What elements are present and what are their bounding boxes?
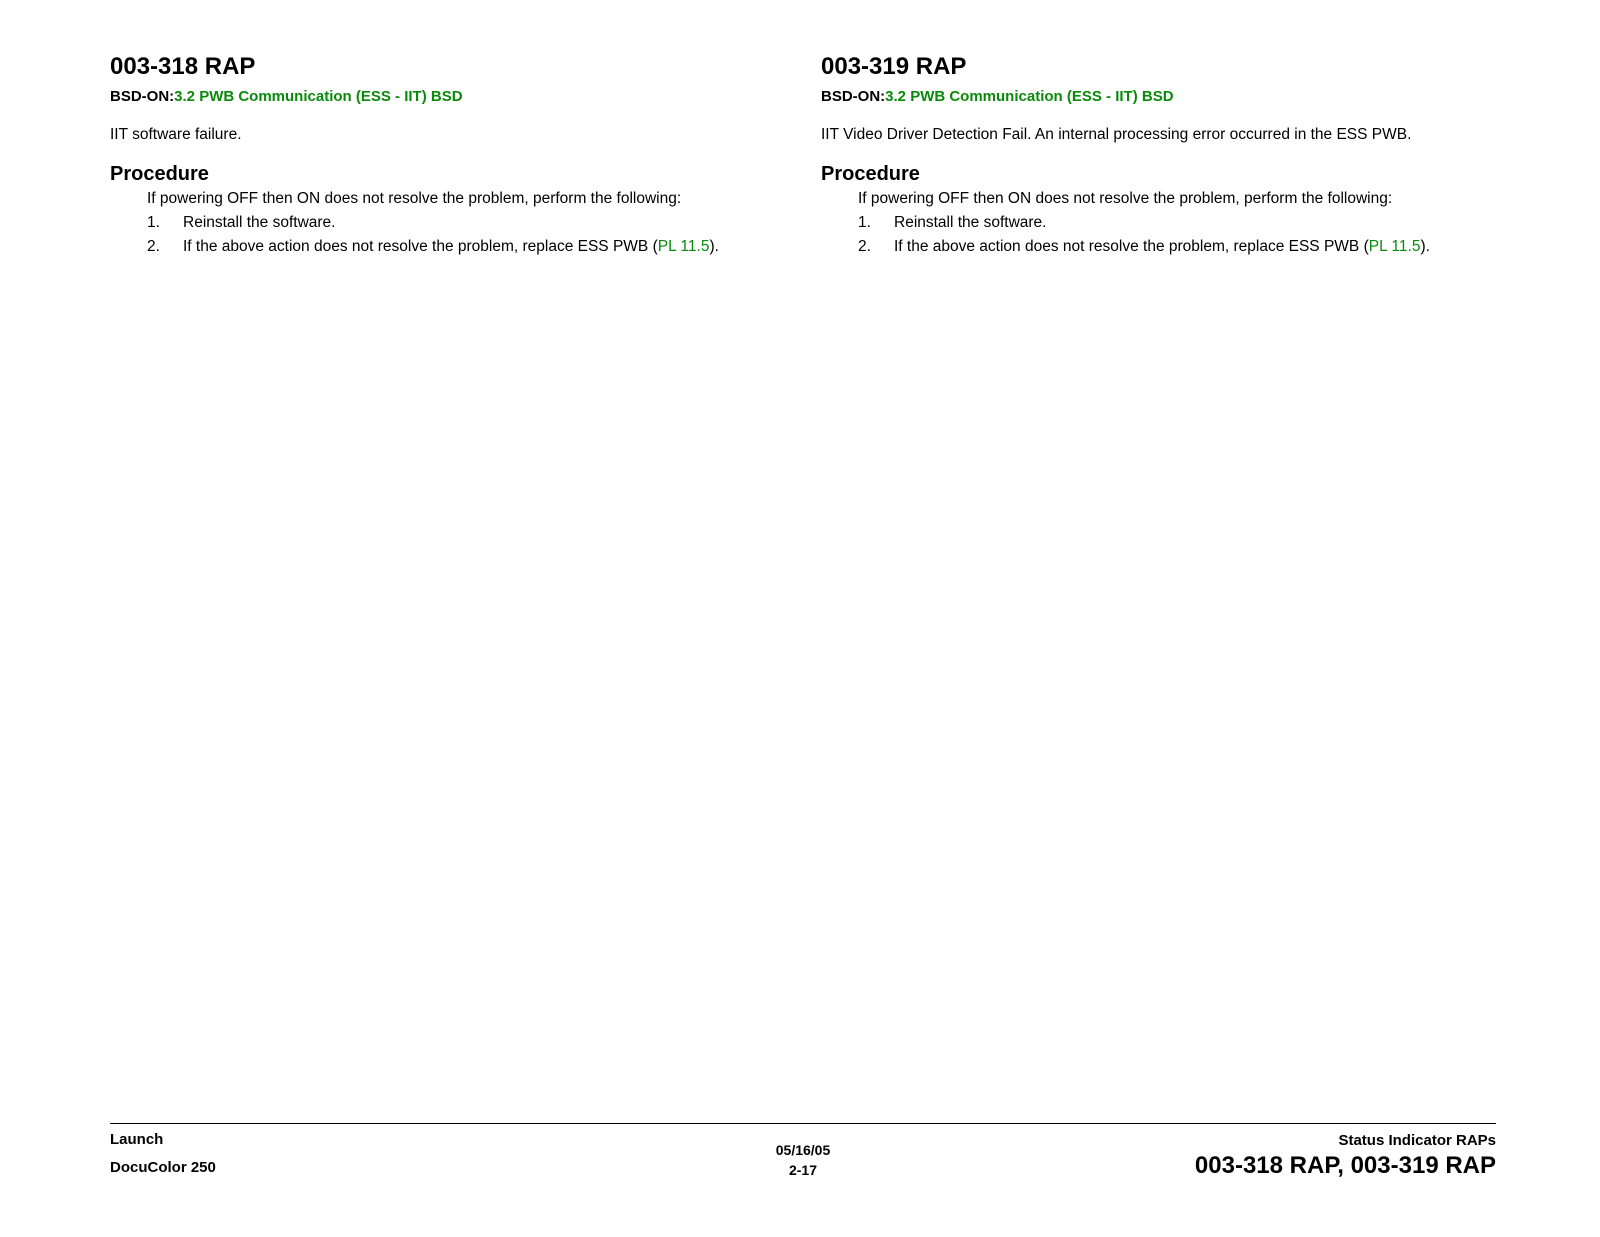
step-number: 2. <box>858 238 871 255</box>
fault-description: IIT software failure. <box>110 126 242 143</box>
procedure-steps <box>110 213 780 257</box>
footer-page-number: 2-17 <box>788 1162 818 1178</box>
step-suffix: ). <box>709 238 719 255</box>
step-text: If the above action does not resolve the problem, replace ESS PWB ( <box>894 238 1369 255</box>
bsd-reference <box>821 87 1491 107</box>
step-text: Reinstall the software. <box>183 214 336 231</box>
parts-list-link[interactable]: PL 11.5 <box>1368 238 1421 255</box>
footer-center-block <box>700 1140 906 1180</box>
bsd-prefix: BSD-ON: <box>821 88 886 105</box>
bsd-link[interactable]: 3.2 PWB Communication (ESS - IIT) BSD <box>174 88 463 105</box>
step-number: 2. <box>147 238 160 255</box>
bsd-reference <box>110 87 780 107</box>
procedure-steps <box>821 213 1491 257</box>
bsd-link[interactable]: 3.2 PWB Communication (ESS - IIT) BSD <box>885 88 1174 105</box>
step-number: 1. <box>147 214 160 231</box>
step-text: Reinstall the software. <box>894 214 1047 231</box>
procedure-intro: If powering OFF then ON does not resolve the problem, perform the following: <box>858 190 1393 207</box>
procedure-step <box>110 213 780 233</box>
procedure-heading: Procedure <box>110 163 209 185</box>
fault-description: IIT Video Driver Detection Fail. An internal processing error occurred in the ESS PWB. <box>821 126 1412 143</box>
rap-section-003-319 <box>821 52 1491 261</box>
procedure-intro: If powering OFF then ON does not resolve the problem, perform the following: <box>147 190 682 207</box>
footer-page-topics: 003-318 RAP, 003-319 RAP <box>1194 1152 1496 1179</box>
footer-divider <box>110 1123 1496 1124</box>
rap-title: 003-318 RAP <box>110 53 256 80</box>
procedure-step <box>821 213 1491 233</box>
procedure-step <box>110 237 780 257</box>
footer-product-name: DocuColor 250 <box>110 1159 216 1176</box>
footer-chapter-title: Status Indicator RAPs <box>1338 1132 1496 1149</box>
step-number: 1. <box>858 214 871 231</box>
procedure-step <box>821 237 1491 257</box>
footer-status-launch: Launch <box>110 1131 164 1148</box>
procedure-heading: Procedure <box>821 163 920 185</box>
step-text: If the above action does not resolve the problem, replace ESS PWB ( <box>183 238 658 255</box>
step-suffix: ). <box>1420 238 1430 255</box>
parts-list-link[interactable]: PL 11.5 <box>657 238 710 255</box>
rap-section-003-318 <box>110 52 780 261</box>
footer-date: 05/16/05 <box>775 1142 831 1158</box>
rap-title: 003-319 RAP <box>821 53 967 80</box>
bsd-prefix: BSD-ON: <box>110 88 175 105</box>
